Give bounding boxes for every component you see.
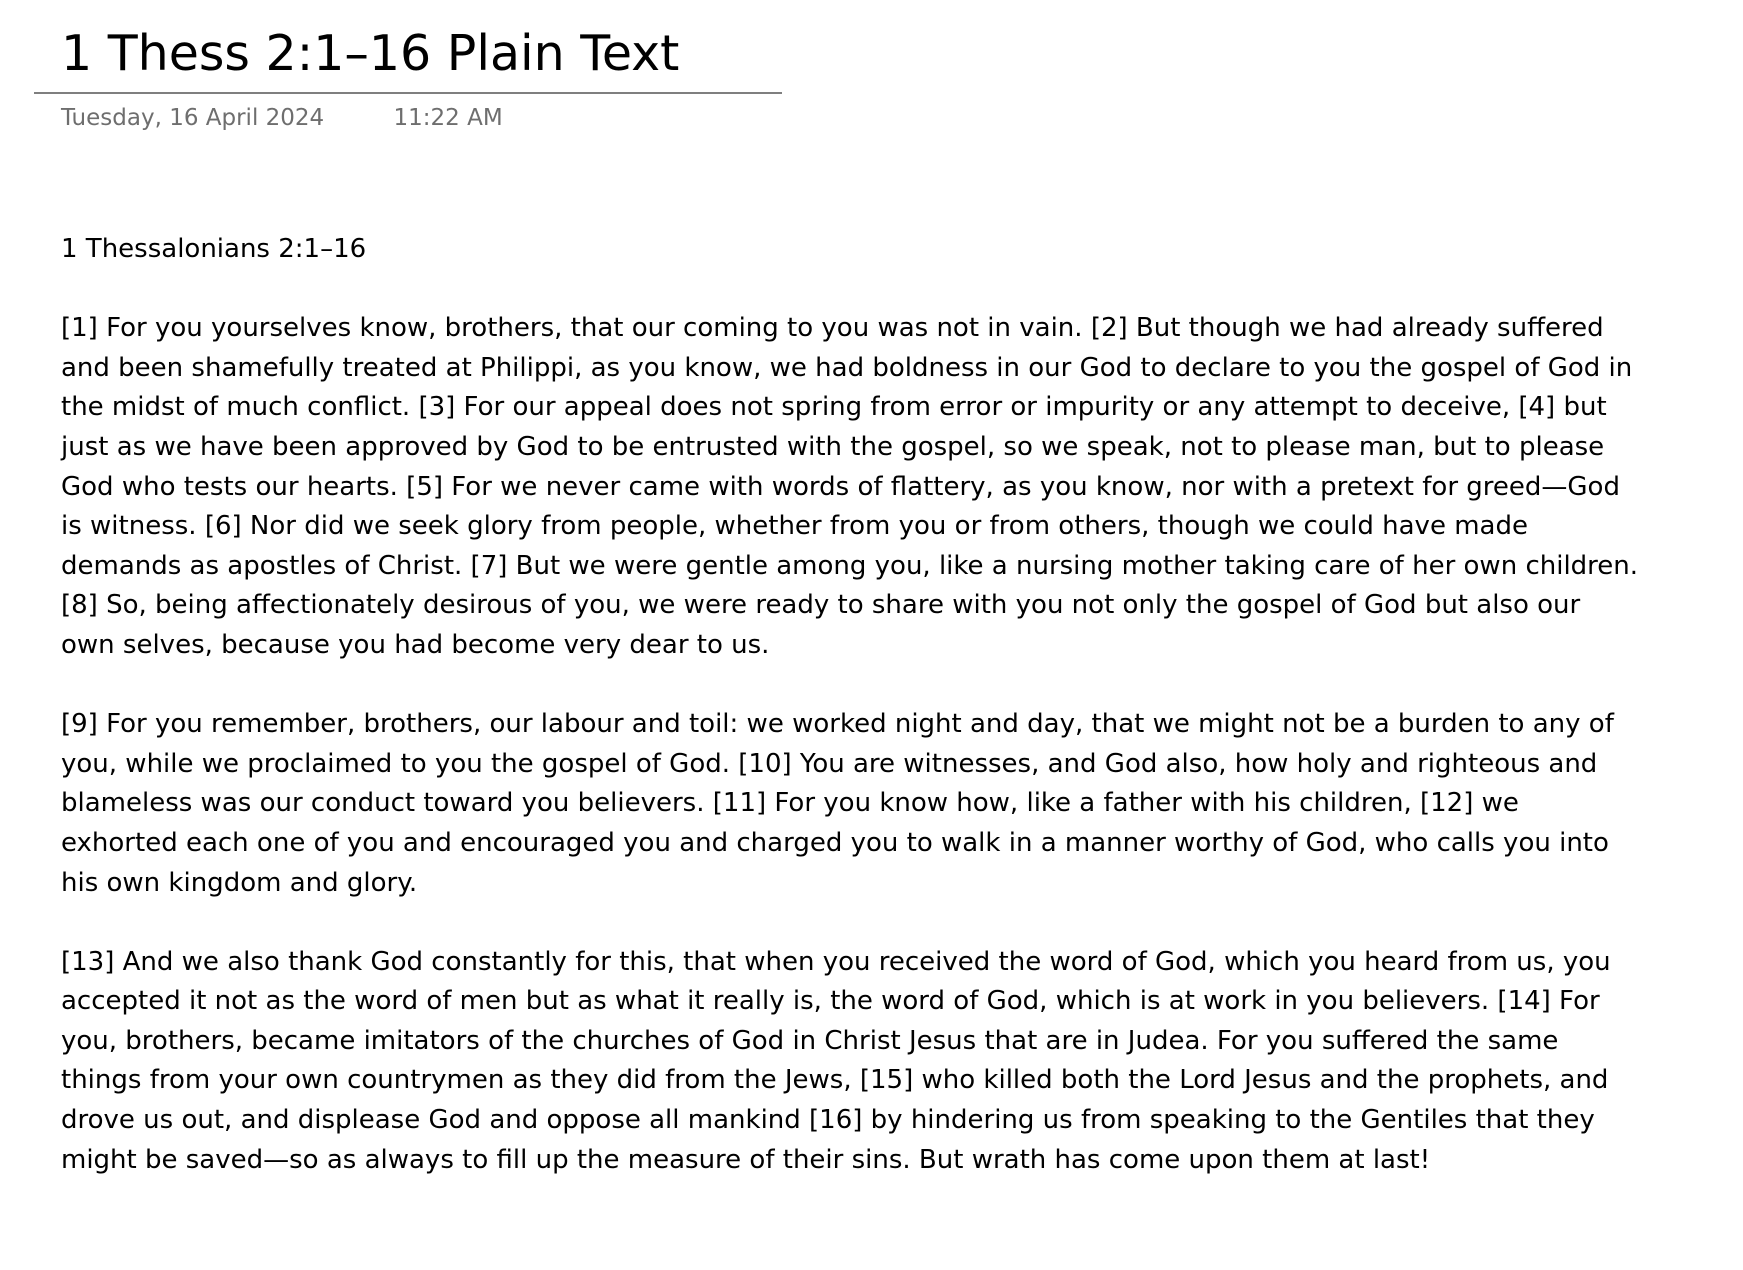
blank-line	[61, 270, 1661, 310]
text-line: the midst of much conflict. [3] For our appeal does not spring from error or impurity or any attempt to deceive, [4] but	[61, 392, 1607, 423]
text-line: [1] For you yourselves know, brothers, that our coming to you was not in vain. [2] But though we had already suffered	[61, 313, 1604, 344]
paragraph-3[interactable]	[61, 943, 1661, 1181]
text-line: exhorted each one of you and encouraged you and charged you to walk in a manner worthy of God, who calls you into	[61, 827, 1609, 858]
title-divider	[34, 92, 782, 94]
text-line: accepted it not as the word of men but as what it really is, the word of God, which is at work in you believers. [14] For	[61, 986, 1600, 1017]
text-line: drove us out, and displease God and oppose all mankind [16] by hindering us from speaking to the Gentiles that they	[61, 1105, 1595, 1136]
blank-line	[61, 666, 1661, 706]
blank-line	[61, 903, 1661, 943]
text-line: [9] For you remember, brothers, our labour and toil: we worked night and day, that we might not be a burden to any of	[61, 709, 1614, 740]
text-line: things from your own countrymen as they did from the Jews, [15] who killed both the Lord Jesus and the prophets, and	[61, 1065, 1609, 1096]
text-line: [13] And we also thank God constantly for this, that when you received the word of God, which you heard from us, you	[61, 946, 1611, 977]
paragraph-1[interactable]	[61, 309, 1661, 665]
passage-heading[interactable]: 1 Thessalonians 2:1–16	[61, 234, 367, 264]
text-line: you, brothers, became imitators of the churches of God in Christ Jesus that are in Judea. For you suffered the same	[61, 1025, 1559, 1056]
text-line: just as we have been approved by God to be entrusted with the gospel, so we speak, not to please man, but to please	[61, 431, 1605, 462]
text-line: demands as apostles of Christ. [7] But we were gentle among you, like a nursing mother taking care of her own children.	[61, 550, 1639, 581]
text-line: his own kingdom and glory.	[61, 867, 418, 898]
page-title-area[interactable]	[34, 22, 782, 94]
text-line: own selves, because you had become very dear to us.	[61, 629, 770, 660]
page-timestamp	[61, 101, 503, 135]
paragraph-2[interactable]	[61, 705, 1661, 903]
page-date: Tuesday, 16 April 2024	[61, 105, 325, 131]
text-line: [8] So, being affectionately desirous of you, we were ready to share with you not only the gospel of God but also our	[61, 590, 1581, 621]
page-time: 11:22 AM	[393, 105, 503, 131]
text-line: might be saved—so as always to fill up the measure of their sins. But wrath has come upon them at last!	[61, 1144, 1431, 1175]
page-title[interactable]: 1 Thess 2:1–16 Plain Text	[61, 25, 680, 82]
text-line: God who tests our hearts. [5] For we never came with words of flattery, as you know, nor with a pretext for greed—God	[61, 471, 1620, 502]
text-line: and been shamefully treated at Philippi, as you know, we had boldness in our God to declare to you the gospel of God in	[61, 352, 1633, 383]
text-line: blameless was our conduct toward you believers. [11] For you know how, like a father with his children, [12] we	[61, 788, 1519, 819]
note-outline[interactable]	[61, 230, 1661, 1180]
text-line: you, while we proclaimed to you the gospel of God. [10] You are witnesses, and God also, how holy and righteous and	[61, 748, 1598, 779]
text-line: is witness. [6] Nor did we seek glory from people, whether from you or from others, though we could have made	[61, 511, 1528, 542]
